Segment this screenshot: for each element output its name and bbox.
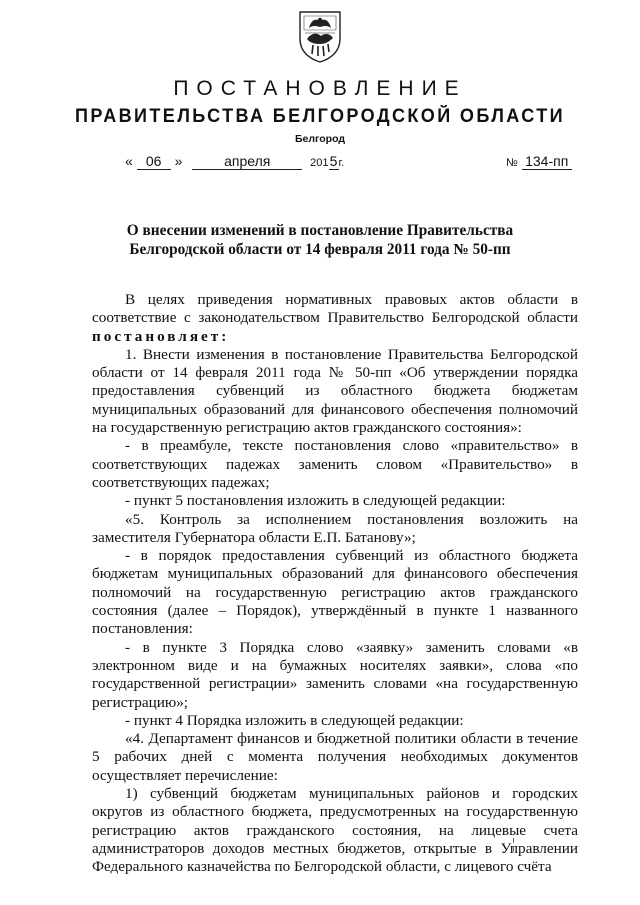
paragraph-point-4-text: «4. Департамент финансов и бюджетной политики области в течение 5 рабочих дней с момента получения необходимых документов осуществляет перечисление: — [92, 730, 578, 784]
issuing-authority-heading: ПРАВИТЕЛЬСТВА БЕЛГОРОДСКОЙ ОБЛАСТИ — [75, 106, 565, 127]
paragraph-procedure-point-3: - в пункте 3 Порядка слово «заявку» заменить словами «в электронном виде и на бумажных носителях заявки», слова «по государственной регистрации» заменить словами «на государственную регистрацию»; — [92, 638, 578, 711]
date-month: апреля — [192, 153, 302, 170]
date-year-suffix: 5 — [329, 153, 338, 169]
preamble-text: В целях приведения нормативных правовых актов области в соответствие с законодательством Правительство Белгородской области — [92, 291, 578, 327]
scan-mark — [512, 838, 515, 852]
coat-of-arms-emblem — [297, 9, 343, 63]
number-value: 134-пп — [522, 153, 572, 170]
paragraph-procedure: - в порядок предоставления субвенций из областного бюджета бюджетам муниципальных образований для финансового обеспечения полномочий на государственную регистрацию актов гражданского состояния (далее – Порядок), утверждённый в пункте 1 названного постановления: — [92, 547, 578, 638]
date-open-quote: « — [125, 153, 133, 169]
paragraph-point-5-text: «5. Контроль за исполнением постановления возложить на заместителя Губернатора области Е.П. Батанову»; — [92, 510, 578, 546]
paragraph-point-5: - пункт 5 постановления изложить в следующей редакции: — [125, 492, 506, 510]
paragraph-item-1: 1. Внести изменения в постановление Правительства Белгородской области от 14 февраля 2011 года № 50-пп «Об утверждении порядка предоставления субвенций из областного бюджета бюджетам муниципальных образований для финансового обеспечения полномочий на государственную регистрацию актов гражданского состояния»: — [92, 345, 578, 437]
date-close-quote: » — [174, 153, 183, 169]
paragraph-procedure-point-4: - пункт 4 Порядка изложить в следующей редакции: — [125, 711, 464, 729]
decree-word: постановляет: — [92, 327, 230, 345]
document-type-heading: ПОСТАНОВЛЕНИЕ — [173, 77, 467, 100]
city-label: Белгород — [294, 133, 346, 145]
decree-title-line-2: Белгородской области от 14 февраля 2011 года № 50-пп — [129, 241, 511, 258]
decree-body — [92, 291, 578, 877]
date-day: 06 — [137, 153, 171, 170]
number-prefix: № — [506, 157, 518, 169]
decree-title-line-1: О внесении изменений в постановление Правительства — [126, 222, 514, 239]
paragraph-preamble — [92, 291, 578, 346]
paragraph-preamble-change: - в преамбуле, тексте постановления слово «правительство» в соответствующих падежах заменить словом «Правительство» в соответствующих падежах; — [92, 437, 578, 491]
date-year-prefix: 201 — [310, 157, 329, 169]
decree-date — [125, 153, 344, 170]
decree-title — [120, 221, 520, 259]
date-year-end: г. — [338, 157, 345, 169]
paragraph-subitem-1: 1) субвенций бюджетам муниципальных районов и городских округов из областного бюджета, предусмотренных на государственную регистрацию актов гражданского состояния, на лицевые счета администраторов доходов местных бюджетов, открытые в Управлении Федерального казначейства по Белгородской области, с лицевого счёта — [92, 785, 578, 876]
decree-number — [506, 153, 572, 170]
